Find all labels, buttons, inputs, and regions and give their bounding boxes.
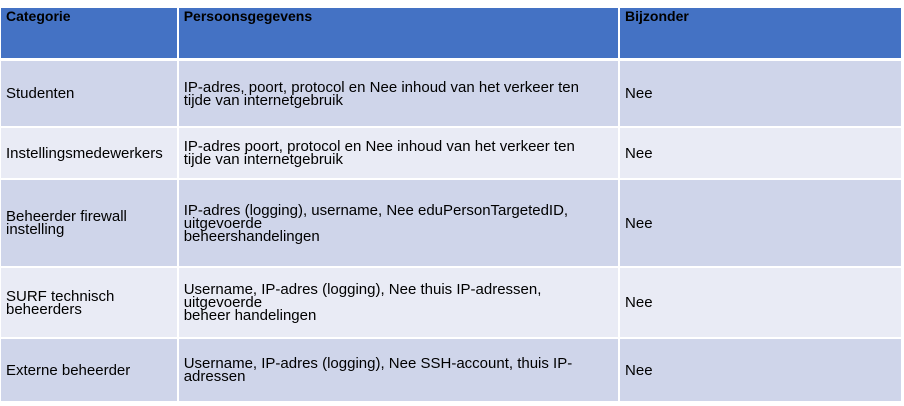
table-row — [1, 338, 901, 402]
cell-bijzonder: Nee — [619, 127, 901, 179]
table-row — [1, 179, 901, 267]
cell-persoonsgegevens: Username, IP-adres (logging), Nee SSH-account, thuis IP- adressen — [178, 338, 619, 402]
table-header-row — [1, 8, 901, 60]
cell-persoonsgegevens: IP-adres, poort, protocol en Nee inhoud van het verkeer ten tijde van internetgebruik — [178, 60, 619, 128]
cell-persoonsgegevens: IP-adres (logging), username, Nee eduPersonTargetedID, uitgevoerde beheershandelingen — [178, 179, 619, 267]
cell-persoonsgegevens: Username, IP-adres (logging), Nee thuis IP-adressen, uitgevoerde beheer handelingen — [178, 267, 619, 338]
table-row — [1, 60, 901, 128]
cell-bijzonder: Nee — [619, 338, 901, 402]
cell-bijzonder: Nee — [619, 267, 901, 338]
cell-persoonsgegevens: IP-adres poort, protocol en Nee inhoud van het verkeer ten tijde van internetgebruik — [178, 127, 619, 179]
header-bijzonder: Bijzonder — [619, 8, 901, 60]
cell-categorie: Externe beheerder — [1, 338, 178, 402]
header-categorie: Categorie — [1, 8, 178, 60]
cell-bijzonder: Nee — [619, 179, 901, 267]
cell-categorie: SURF technisch beheerders — [1, 267, 178, 338]
header-persoonsgegevens: Persoonsgegevens — [178, 8, 619, 60]
cell-bijzonder: Nee — [619, 60, 901, 128]
cell-categorie: Studenten — [1, 60, 178, 128]
personal-data-table — [1, 8, 901, 403]
table-row — [1, 127, 901, 179]
cell-categorie: Beheerder firewall instelling — [1, 179, 178, 267]
table-row — [1, 267, 901, 338]
cell-categorie: Instellingsmedewerkers — [1, 127, 178, 179]
